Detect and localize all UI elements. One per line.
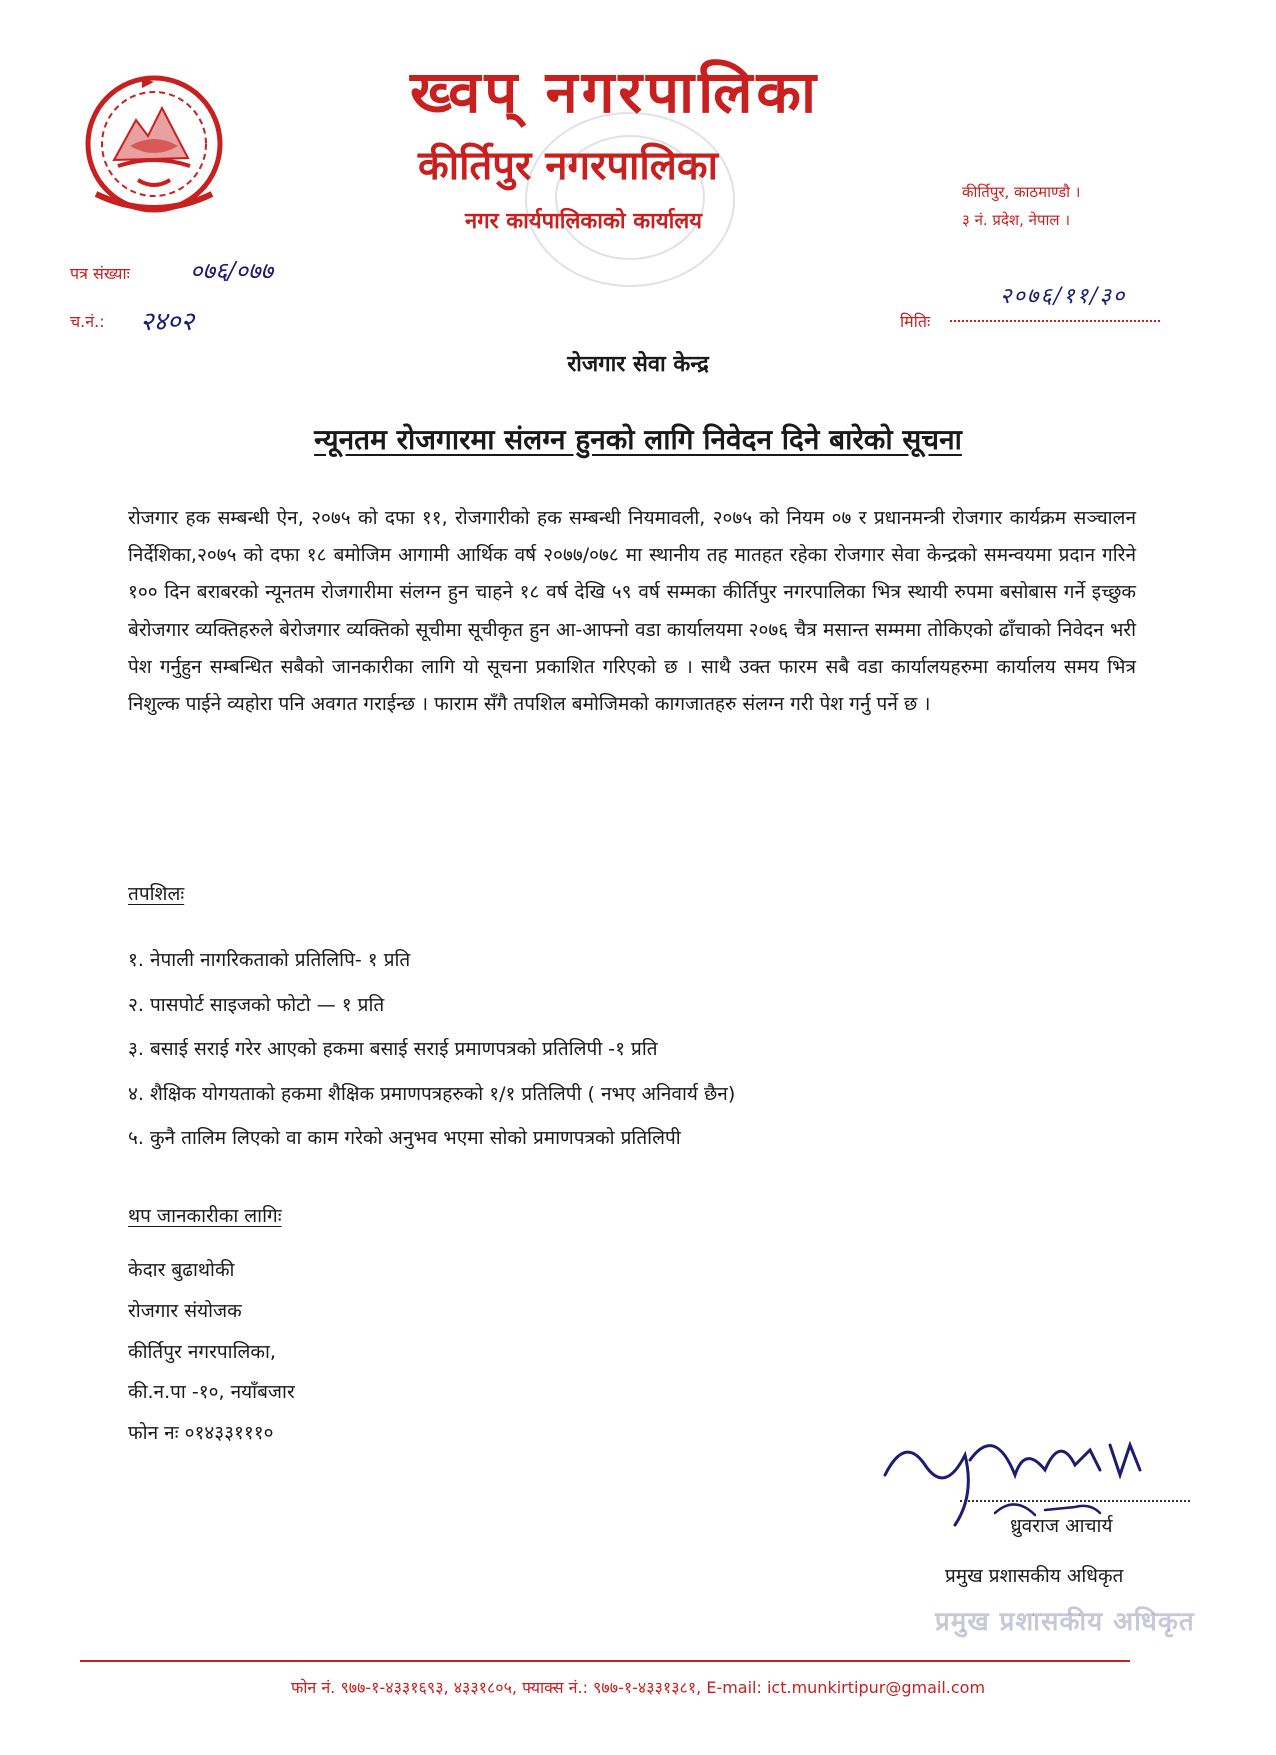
office-stamp-inner-mark xyxy=(555,135,705,260)
notice-body: रोजगार हक सम्बन्धी ऐन, २०७५ को दफा ११, रोजगारीको हक सम्बन्धी नियमावली, २०७५ को नियम ०७ र प्रधानमन्त्री रोजगार कार्यक्रम सञ्चालन निर्देशिका,२०७५ को दफा १८ बमोजिम आगामी आर्थिक वर्ष २०७७/०७८ मा स्थानीय तह मातहत रहेका रोजगार सेवा केन्द्रको समन्वयमा प्रदान गरिने १०० दिन बराबरको न्यूनतम रोजगारीमा संलग्न हुन चाहने १८ वर्ष देखि ५९ वर्ष सम्मका कीर्तिपुर नगरपालिका भित्र स्थायी रुपमा बसोबास गर्ने इच्छुक बेरोजगार व्यक्तिहरुले बेरोजगार व्यक्तिको सूचीमा सूचीकृत हुन आ-आफ्नो वडा कार्यालयमा २०७६ चैत्र मसान्त सम्ममा तोकिएको ढाँचाको निवेदन भरी पेश गर्नुहुन सम्बन्धित सबैको जानकारीका लागि यो सूचना प्रकाशित गरिएको छ । साथै उक्त फारम सबै वडा कार्यालयहरुमा कार्यालय समय भित्र निशुल्क पाईने व्यहोरा पनि अवगत गराईन्छ । फाराम सँगै तपशिल बमोजिमको कागजातहरु संलग्न गरी पेश गर्नु पर्ने छ । xyxy=(128,507,1136,716)
signatory-name: ध्रुवराज आचार्य xyxy=(1010,1515,1113,1537)
date-dotted-line xyxy=(950,320,1160,322)
attachments-list xyxy=(128,938,735,1161)
employment-center-title: रोजगार सेवा केन्द्र xyxy=(567,352,709,377)
notice-title: न्यूनतम रोजगारमा संलग्न हुनको लागि निवेदन दिने बारेको सूचना xyxy=(314,423,962,456)
nepal-emblem-icon xyxy=(78,62,230,222)
letterhead-office-name: नगर कार्यपालिकाको कार्यालय xyxy=(465,209,702,234)
list-item: २. पासपोर्ट साइजको फोटो — १ प्रति xyxy=(128,993,385,1016)
list-item: ५. कुनै तालिम लिएको वा काम गरेको अनुभव भएमा सोको प्रमाणपत्रको प्रतिलिपी xyxy=(128,1127,681,1149)
contact-designation: रोजगार संयोजक xyxy=(128,1299,242,1322)
footer-divider xyxy=(80,1660,1130,1662)
footer-contact: फोन नं. ९७७-१-४३३१६९३, ४३३१८०५, फ्याक्स नं.: ९७७-१-४३३१३८१, E-mail: ict.munkirtipur@gmail.com xyxy=(290,1678,986,1697)
signatory-stamp: प्रमुख प्रशासकीय अधिकृत xyxy=(935,1607,1195,1637)
contact-phone: फोन नः ०१४३३१११० xyxy=(128,1422,274,1445)
letter-number-value: ०७६/०७७ xyxy=(190,257,273,285)
contact-address: की.न.पा -१०, नयाँबजार xyxy=(128,1381,295,1404)
date-label: मितिः xyxy=(900,312,931,331)
letterhead-newari-title: ख्वप् नगरपालिका xyxy=(410,58,820,126)
letter-number-label: पत्र संख्याः xyxy=(70,264,130,283)
letterhead-municipality-name: कीर्तिपुर नगरपालिका xyxy=(418,143,718,189)
contact-block xyxy=(128,1250,295,1454)
contact-heading: थप जानकारीका लागिः xyxy=(128,1205,282,1227)
list-item: ४. शैक्षिक योगयताको हकमा शैक्षिक प्रमाणपत्रहरुको १/१ प्रतिलिपी ( नभए अनिवार्य छैन) xyxy=(128,1082,736,1105)
contact-name: केदार बुढाथोकी xyxy=(128,1259,235,1281)
date-value: २०७६/११/३० xyxy=(1000,284,1127,309)
signatory-title: प्रमुख प्रशासकीय अधिकृत xyxy=(945,1565,1124,1587)
signature-dotted-line xyxy=(960,1500,1190,1502)
list-item: ३. बसाई सराई गरेर आएको हकमा बसाई सराई प्रमाणपत्रको प्रतिलिपी -१ प्रति xyxy=(128,1038,658,1060)
address-line-2: ३ नं. प्रदेश, नेपाल । xyxy=(962,211,1071,229)
attachments-heading: तपशिलः xyxy=(128,883,185,905)
address-line-1: कीर्तिपुर, काठमाण्डौ । xyxy=(962,183,1081,201)
dispatch-number-label: च.नं.: xyxy=(70,312,105,331)
list-item: १. नेपाली नागरिकताको प्रतिलिपि- १ प्रति xyxy=(128,949,411,971)
contact-organization: कीर्तिपुर नगरपालिका, xyxy=(128,1340,276,1363)
dispatch-number-value: २४०२ xyxy=(140,307,195,337)
